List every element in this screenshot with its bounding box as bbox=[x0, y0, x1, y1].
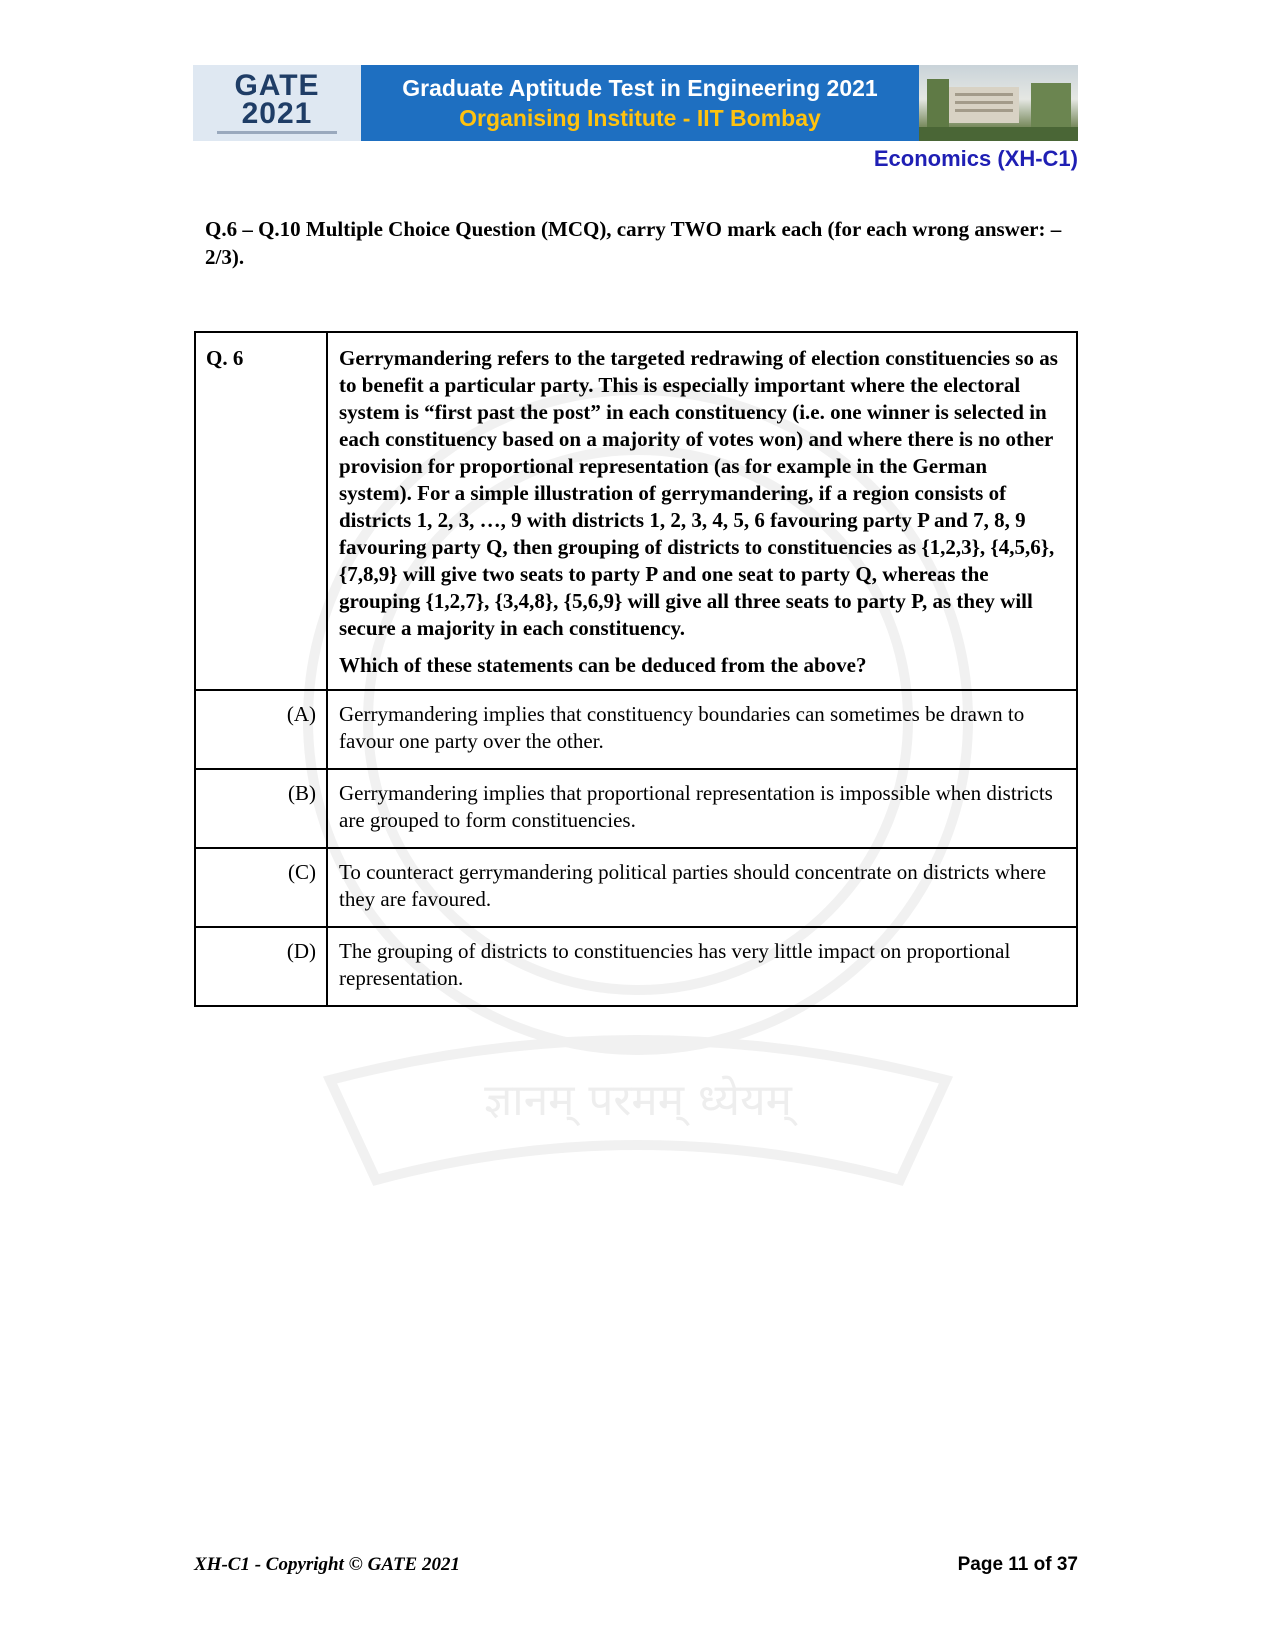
question-row bbox=[195, 332, 1077, 690]
footer-page-number: Page 11 of 37 bbox=[957, 1554, 1078, 1575]
option-label-d: (D) bbox=[195, 927, 327, 1006]
section-instructions: Q.6 – Q.10 Multiple Choice Question (MCQ), carry TWO mark each (for each wrong answer: – 2/3). bbox=[205, 217, 1062, 269]
option-label-a: (A) bbox=[195, 690, 327, 769]
question-body bbox=[327, 332, 1077, 690]
option-row-d bbox=[195, 927, 1077, 1006]
logo-word: GATE bbox=[234, 69, 320, 102]
logo-year: 2021 bbox=[241, 97, 313, 130]
header-banner bbox=[193, 65, 1078, 141]
option-label-c: (C) bbox=[195, 848, 327, 927]
option-label-b: (B) bbox=[195, 769, 327, 848]
question-prompt: Which of these statements can be deduced from the above? bbox=[339, 653, 867, 677]
banner-title-box bbox=[361, 65, 919, 141]
watermark-motto: ज्ञानम् परमम् ध्येयम् bbox=[484, 1075, 792, 1126]
option-row-c bbox=[195, 848, 1077, 927]
option-text-a: Gerrymandering implies that constituency boundaries can sometimes be drawn to favour one party over the other. bbox=[327, 690, 1077, 769]
logo-strip bbox=[217, 131, 337, 134]
campus-building-icon bbox=[919, 65, 1078, 141]
option-text-d: The grouping of districts to constituencies has very little impact on proportional representation. bbox=[327, 927, 1077, 1006]
campus-photo bbox=[919, 65, 1078, 141]
organiser-line: Organising Institute - IIT Bombay bbox=[459, 105, 821, 131]
subject-label: Economics (XH-C1) bbox=[873, 146, 1078, 171]
exam-title: Graduate Aptitude Test in Engineering 2021 bbox=[402, 75, 878, 101]
option-row-a bbox=[195, 690, 1077, 769]
footer-copyright: XH-C1 - Copyright © GATE 2021 bbox=[194, 1554, 460, 1575]
option-text-c: To counteract gerrymandering political parties should concentrate on districts where they are favoured. bbox=[327, 848, 1077, 927]
gate-logo bbox=[193, 65, 361, 141]
option-text-b: Gerrymandering implies that proportional representation is impossible when districts are grouped to form constituencies. bbox=[327, 769, 1077, 848]
question-text: Gerrymandering refers to the targeted redrawing of election constituencies so as to benefit a particular party. This is especially important where the electoral system is “first past the post” in each constituency (i.e. one winner is selected in each constituency based on a majority of votes won) and where there is no other provision for proportional representation (as for example in the German system). For a simple illustration of gerrymandering, if a region consists of districts 1, 2, 3, …, 9 with districts 1, 2, 3, 4, 5, 6 favouring party P and 7, 8, 9 favouring party Q, then grouping of districts to constituencies as {1,2,3}, {4,5,6}, {7,8,9} will give two seats to party P and one seat to party Q, whereas the grouping {1,2,7}, {3,4,8}, {5,6,9} will give all three seats to party P, as they will secure a majority in each constituency. bbox=[339, 346, 1058, 640]
question-number: Q. 6 bbox=[195, 332, 327, 690]
option-row-b bbox=[195, 769, 1077, 848]
question-table bbox=[194, 331, 1078, 1007]
